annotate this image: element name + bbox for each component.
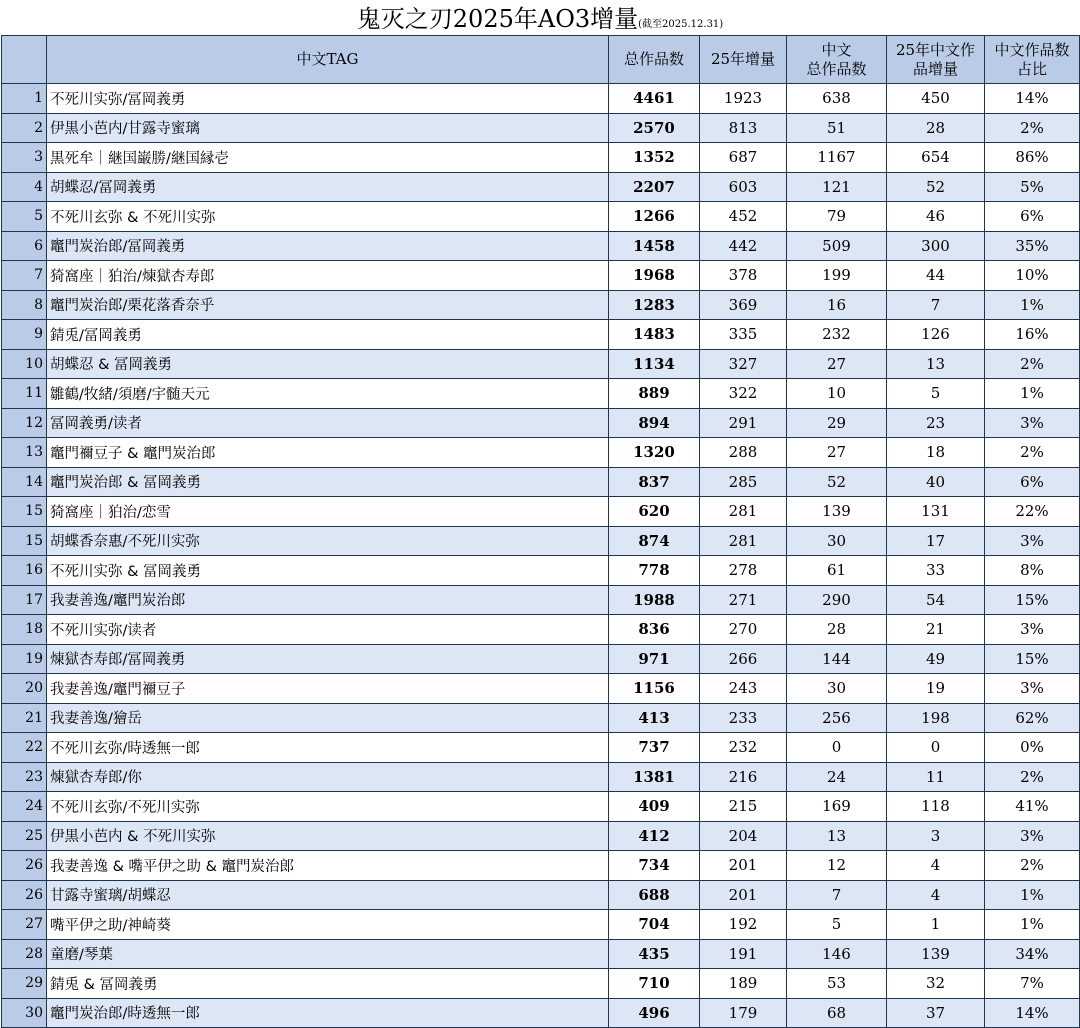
row-index: 4 [2,172,47,202]
row-index: 15 [2,526,47,556]
cell-total: 1988 [609,585,700,615]
row-index: 6 [2,231,47,261]
table-row [2,880,1080,910]
cell-total: 1156 [609,674,700,704]
header-tag: 中文TAG [47,36,609,84]
cell-tag: 竈門炭治郎/冨岡義勇 [47,231,609,261]
row-index: 17 [2,585,47,615]
header-cn-total-line2: 总作品数 [806,59,867,78]
cell-cn-growth: 450 [887,84,985,114]
row-index: 26 [2,851,47,881]
cell-cn-total: 52 [787,467,887,497]
cell-tag: 胡蝶忍 & 冨岡義勇 [47,349,609,379]
cell-cn-growth: 0 [887,733,985,763]
cell-cn-growth: 139 [887,939,985,969]
cell-cn-total: 144 [787,644,887,674]
cell-growth: 215 [700,792,787,822]
cell-cn-ratio: 2% [985,851,1080,881]
table-row [2,792,1080,822]
cell-cn-total: 169 [787,792,887,822]
cell-total: 435 [609,939,700,969]
row-index: 15 [2,497,47,527]
row-index: 28 [2,939,47,969]
cell-tag: 錆兎 & 冨岡義勇 [47,969,609,999]
cell-growth: 204 [700,821,787,851]
row-index: 2 [2,113,47,143]
table-row [2,172,1080,202]
cell-total: 1134 [609,349,700,379]
cell-cn-growth: 17 [887,526,985,556]
cell-tag: 煉獄杏寿郎/你 [47,762,609,792]
cell-tag: 不死川实弥/冨岡義勇 [47,84,609,114]
header-cn-ratio [985,36,1080,84]
cell-cn-growth: 126 [887,320,985,350]
table-row [2,349,1080,379]
cell-cn-growth: 19 [887,674,985,704]
row-index: 23 [2,762,47,792]
cell-cn-ratio: 2% [985,349,1080,379]
cell-cn-total: 12 [787,851,887,881]
cell-growth: 270 [700,615,787,645]
cell-growth: 271 [700,585,787,615]
cell-cn-growth: 118 [887,792,985,822]
cell-growth: 266 [700,644,787,674]
cell-total: 1352 [609,143,700,173]
cell-cn-growth: 11 [887,762,985,792]
row-index: 14 [2,467,47,497]
table-row [2,644,1080,674]
table-row [2,320,1080,350]
cell-cn-total: 61 [787,556,887,586]
cell-total: 1483 [609,320,700,350]
header-index [2,36,47,84]
cell-cn-growth: 28 [887,113,985,143]
row-index: 11 [2,379,47,409]
cell-cn-total: 29 [787,408,887,438]
header-total: 总作品数 [609,36,700,84]
cell-tag: 猗窩座｜狛治/恋雪 [47,497,609,527]
cell-growth: 442 [700,231,787,261]
cell-growth: 201 [700,880,787,910]
table-row [2,674,1080,704]
cell-cn-growth: 3 [887,821,985,851]
cell-growth: 1923 [700,84,787,114]
cell-cn-ratio: 6% [985,202,1080,232]
table-row [2,497,1080,527]
table-row [2,585,1080,615]
cell-cn-total: 509 [787,231,887,261]
table-row [2,143,1080,173]
cell-tag: 不死川实弥/读者 [47,615,609,645]
cell-total: 409 [609,792,700,822]
cell-cn-growth: 44 [887,261,985,291]
cell-total: 413 [609,703,700,733]
cell-growth: 378 [700,261,787,291]
cell-cn-ratio: 15% [985,644,1080,674]
cell-cn-total: 146 [787,939,887,969]
cell-cn-growth: 46 [887,202,985,232]
table-row [2,231,1080,261]
cell-tag: 伊黒小芭内/甘露寺蜜璃 [47,113,609,143]
table-row [2,202,1080,232]
cell-tag: 竈門炭治郎 & 冨岡義勇 [47,467,609,497]
cell-cn-ratio: 3% [985,674,1080,704]
cell-total: 1320 [609,438,700,468]
row-index: 9 [2,320,47,350]
cell-total: 2207 [609,172,700,202]
cell-growth: 452 [700,202,787,232]
cell-growth: 189 [700,969,787,999]
row-index: 19 [2,644,47,674]
cell-cn-ratio: 22% [985,497,1080,527]
cell-cn-total: 27 [787,438,887,468]
cell-cn-total: 638 [787,84,887,114]
table-row [2,556,1080,586]
table-row [2,821,1080,851]
cell-cn-growth: 54 [887,585,985,615]
cell-tag: 童磨/琴葉 [47,939,609,969]
cell-cn-growth: 5 [887,379,985,409]
cell-cn-ratio: 2% [985,113,1080,143]
table-row [2,113,1080,143]
cell-cn-ratio: 16% [985,320,1080,350]
cell-cn-total: 30 [787,526,887,556]
cell-cn-total: 10 [787,379,887,409]
cell-growth: 813 [700,113,787,143]
cell-tag: 我妻善逸/竈門炭治郎 [47,585,609,615]
cell-cn-ratio: 14% [985,998,1080,1028]
cell-cn-total: 232 [787,320,887,350]
row-index: 27 [2,910,47,940]
cell-growth: 335 [700,320,787,350]
table-row [2,703,1080,733]
header-cn-ratio-line1: 中文作品数 [994,40,1070,59]
cell-cn-total: 27 [787,349,887,379]
cell-cn-ratio: 3% [985,408,1080,438]
cell-cn-growth: 654 [887,143,985,173]
cell-cn-ratio: 5% [985,172,1080,202]
row-index: 25 [2,821,47,851]
row-index: 12 [2,408,47,438]
row-index: 18 [2,615,47,645]
cell-growth: 281 [700,497,787,527]
row-index: 24 [2,792,47,822]
cell-tag: 煉獄杏寿郎/冨岡義勇 [47,644,609,674]
cell-cn-growth: 7 [887,290,985,320]
cell-cn-ratio: 41% [985,792,1080,822]
cell-total: 778 [609,556,700,586]
cell-cn-growth: 18 [887,438,985,468]
table-row [2,851,1080,881]
header-cn-total [787,36,887,84]
cell-cn-growth: 21 [887,615,985,645]
cell-cn-ratio: 15% [985,585,1080,615]
cell-tag: 胡蝶忍/冨岡義勇 [47,172,609,202]
cell-total: 836 [609,615,700,645]
cell-tag: 猗窩座｜狛治/煉獄杏寿郎 [47,261,609,291]
cell-cn-ratio: 3% [985,615,1080,645]
cell-cn-ratio: 1% [985,880,1080,910]
cell-tag: 伊黒小芭内 & 不死川实弥 [47,821,609,851]
cell-cn-total: 24 [787,762,887,792]
cell-cn-growth: 40 [887,467,985,497]
cell-total: 737 [609,733,700,763]
cell-growth: 288 [700,438,787,468]
table-row [2,998,1080,1028]
cell-cn-total: 290 [787,585,887,615]
cell-growth: 278 [700,556,787,586]
cell-tag: 不死川玄弥 & 不死川实弥 [47,202,609,232]
cell-cn-growth: 23 [887,408,985,438]
cell-cn-ratio: 62% [985,703,1080,733]
data-table [1,35,1080,1028]
cell-cn-total: 7 [787,880,887,910]
cell-growth: 603 [700,172,787,202]
cell-cn-ratio: 14% [985,84,1080,114]
cell-tag: 我妻善逸/竈門禰豆子 [47,674,609,704]
cell-growth: 232 [700,733,787,763]
cell-tag: 竈門炭治郎/時透無一郎 [47,998,609,1028]
cell-total: 496 [609,998,700,1028]
cell-tag: 我妻善逸/獪岳 [47,703,609,733]
cell-cn-total: 256 [787,703,887,733]
cell-cn-ratio: 1% [985,379,1080,409]
cell-total: 1266 [609,202,700,232]
cell-cn-growth: 33 [887,556,985,586]
header-cn-growth-line1: 25年中文作 [895,40,976,59]
cell-cn-total: 121 [787,172,887,202]
cell-cn-growth: 4 [887,851,985,881]
cell-cn-total: 53 [787,969,887,999]
row-index: 22 [2,733,47,763]
cell-cn-ratio: 1% [985,290,1080,320]
cell-tag: 冨岡義勇/读者 [47,408,609,438]
cell-tag: 甘露寺蜜璃/胡蝶忍 [47,880,609,910]
table-row [2,438,1080,468]
cell-cn-growth: 300 [887,231,985,261]
cell-cn-ratio: 2% [985,438,1080,468]
cell-total: 1458 [609,231,700,261]
cell-tag: 黒死牟｜継国巌勝/継国縁壱 [47,143,609,173]
cell-cn-growth: 4 [887,880,985,910]
cell-total: 4461 [609,84,700,114]
cell-total: 1381 [609,762,700,792]
cell-growth: 369 [700,290,787,320]
sheet-title [0,0,1080,35]
cell-cn-growth: 37 [887,998,985,1028]
cell-total: 2570 [609,113,700,143]
row-index: 21 [2,703,47,733]
table-row [2,261,1080,291]
title-main: 鬼灭之刃2025年AO3增量 [356,5,639,33]
cell-tag: 我妻善逸 & 嘴平伊之助 & 竈門炭治郎 [47,851,609,881]
cell-growth: 281 [700,526,787,556]
table-row [2,290,1080,320]
cell-growth: 179 [700,998,787,1028]
row-index: 7 [2,261,47,291]
cell-tag: 不死川玄弥/不死川实弥 [47,792,609,822]
cell-cn-total: 68 [787,998,887,1028]
cell-tag: 雛鶴/牧緒/須磨/宇髄天元 [47,379,609,409]
cell-tag: 不死川玄弥/時透無一郎 [47,733,609,763]
cell-cn-ratio: 35% [985,231,1080,261]
cell-cn-total: 5 [787,910,887,940]
table-row [2,939,1080,969]
cell-cn-growth: 131 [887,497,985,527]
cell-growth: 243 [700,674,787,704]
cell-growth: 192 [700,910,787,940]
table-row [2,733,1080,763]
cell-growth: 327 [700,349,787,379]
cell-cn-ratio: 2% [985,762,1080,792]
cell-total: 412 [609,821,700,851]
cell-cn-ratio: 10% [985,261,1080,291]
cell-total: 894 [609,408,700,438]
cell-cn-growth: 13 [887,349,985,379]
cell-cn-total: 51 [787,113,887,143]
cell-total: 704 [609,910,700,940]
row-index: 1 [2,84,47,114]
cell-tag: 不死川实弥 & 冨岡義勇 [47,556,609,586]
cell-growth: 285 [700,467,787,497]
cell-total: 688 [609,880,700,910]
cell-cn-growth: 32 [887,969,985,999]
row-index: 10 [2,349,47,379]
cell-total: 971 [609,644,700,674]
header-row [2,36,1080,84]
cell-total: 620 [609,497,700,527]
cell-tag: 胡蝶香奈惠/不死川实弥 [47,526,609,556]
row-index: 8 [2,290,47,320]
row-index: 3 [2,143,47,173]
row-index: 30 [2,998,47,1028]
cell-tag: 錆兎/冨岡義勇 [47,320,609,350]
cell-cn-growth: 49 [887,644,985,674]
cell-growth: 191 [700,939,787,969]
cell-tag: 竈門炭治郎/栗花落香奈乎 [47,290,609,320]
cell-total: 889 [609,379,700,409]
table-body [2,84,1080,1028]
cell-cn-ratio: 8% [985,556,1080,586]
cell-growth: 233 [700,703,787,733]
row-index: 20 [2,674,47,704]
cell-cn-total: 0 [787,733,887,763]
cell-cn-growth: 52 [887,172,985,202]
cell-growth: 291 [700,408,787,438]
cell-growth: 687 [700,143,787,173]
header-cn-ratio-line2: 占比 [1016,59,1047,78]
cell-growth: 216 [700,762,787,792]
cell-total: 710 [609,969,700,999]
table-row [2,762,1080,792]
cell-cn-ratio: 0% [985,733,1080,763]
cell-cn-total: 28 [787,615,887,645]
cell-total: 734 [609,851,700,881]
title-date-note: (截至2025.12.31) [638,19,724,30]
cell-tag: 嘴平伊之助/神崎葵 [47,910,609,940]
cell-cn-total: 1167 [787,143,887,173]
cell-total: 874 [609,526,700,556]
cell-cn-total: 79 [787,202,887,232]
table-row [2,969,1080,999]
cell-cn-ratio: 3% [985,821,1080,851]
row-index: 29 [2,969,47,999]
table-row [2,467,1080,497]
table-row [2,910,1080,940]
cell-cn-ratio: 3% [985,526,1080,556]
cell-cn-ratio: 34% [985,939,1080,969]
row-index: 13 [2,438,47,468]
cell-cn-total: 16 [787,290,887,320]
cell-growth: 201 [700,851,787,881]
header-growth: 25年增量 [700,36,787,84]
cell-cn-ratio: 86% [985,143,1080,173]
row-index: 16 [2,556,47,586]
cell-growth: 322 [700,379,787,409]
cell-cn-growth: 1 [887,910,985,940]
table-row [2,615,1080,645]
cell-cn-total: 139 [787,497,887,527]
cell-total: 1283 [609,290,700,320]
row-index: 5 [2,202,47,232]
header-cn-growth [887,36,985,84]
header-cn-total-line1: 中文 [821,40,852,59]
cell-cn-total: 13 [787,821,887,851]
cell-total: 837 [609,467,700,497]
cell-tag: 竈門禰豆子 & 竈門炭治郎 [47,438,609,468]
table-row [2,379,1080,409]
cell-cn-total: 199 [787,261,887,291]
table-row [2,408,1080,438]
cell-cn-ratio: 1% [985,910,1080,940]
table-row [2,526,1080,556]
cell-cn-total: 30 [787,674,887,704]
cell-cn-ratio: 6% [985,467,1080,497]
row-index: 26 [2,880,47,910]
cell-total: 1968 [609,261,700,291]
header-cn-growth-line2: 品增量 [912,59,958,78]
table-row [2,84,1080,114]
cell-cn-ratio: 7% [985,969,1080,999]
cell-cn-growth: 198 [887,703,985,733]
